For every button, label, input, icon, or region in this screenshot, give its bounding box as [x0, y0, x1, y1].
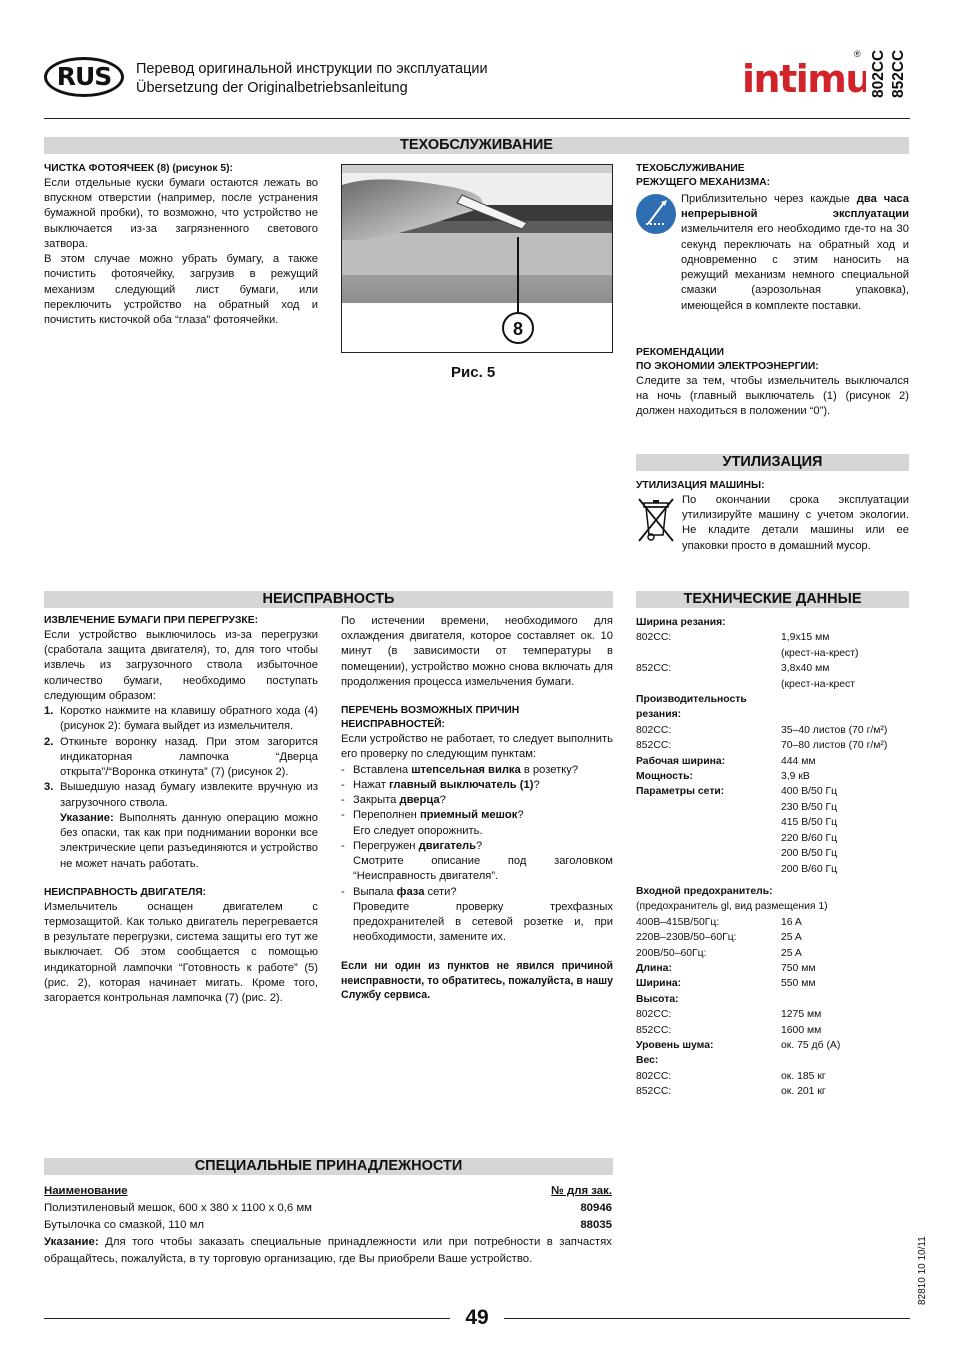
jam-steps: [44, 704, 318, 872]
spec-value: 1275 мм: [781, 1009, 822, 1021]
header-line-de: Übersetzung der Originalbetriebsanleitung: [136, 80, 408, 96]
accessory-order-number: 88035: [580, 1219, 612, 1231]
header-rule: [44, 118, 910, 119]
brand-wordmark: intimu: [742, 57, 866, 100]
accessory-row: [44, 1217, 612, 1234]
spec-value: 70–80 листов (70 г/м²): [781, 740, 888, 752]
spec-value: 400 В/50 Гц: [781, 786, 838, 798]
spec-value: 200 В/50 Гц: [781, 848, 838, 860]
energy-heading-1: РЕКОМЕНДАЦИИ: [636, 347, 725, 358]
cause-item: - Закрыта дверца?: [341, 794, 446, 807]
spec-value: 200 В/60 Гц: [781, 863, 838, 875]
spec-value: 750 мм: [781, 962, 816, 974]
spec-value: 3,9 кВ: [781, 771, 810, 783]
section-title-disposal: УТИЛИЗАЦИЯ: [636, 454, 909, 471]
spec-value: 230 В/50 Гц: [781, 801, 838, 813]
accessory-name: Бутылочка со смазкой, 110 мл: [44, 1219, 205, 1231]
spec-label: Рабочая ширина:: [636, 755, 726, 767]
spec-label: Ширина резания:: [636, 617, 726, 628]
spec-label: [636, 846, 781, 861]
spec-row: [636, 915, 909, 930]
cutting-maintenance-block: [636, 162, 909, 314]
accessory-name: Полиэтиленовый мешок, 600 x 380 x 1100 x 0,6 мм: [44, 1202, 312, 1214]
spec-value: 35–40 листов (70 г/м²): [781, 724, 888, 736]
disposal-block: [636, 479, 909, 554]
footer-rule-left: [44, 1318, 450, 1319]
tech-specs: [636, 615, 909, 1100]
spec-label: Высота:: [636, 993, 679, 1005]
spec-label: Параметры сети:: [636, 786, 725, 798]
spec-row: [636, 769, 909, 784]
accessories-table: [44, 1183, 612, 1268]
photocell-paragraph-1: Если отдельные куски бумаги остаются лежать во впускном отверстии (например, после устранения бумажной пробки), то возможно, что устройство не выключается из-за загрязненного светового затвора.: [44, 177, 318, 250]
spec-label: Длина:: [636, 962, 672, 974]
fuse-subheading: (предохранитель gl, вид размещения 1): [636, 901, 828, 913]
spec-label: 852CC:: [636, 1024, 672, 1036]
footer-rule-right: [504, 1318, 910, 1319]
spec-row: [636, 846, 909, 861]
spec-row: [636, 692, 909, 723]
spec-value: 3,8x40 мм: [781, 663, 830, 675]
spec-row: [636, 661, 909, 676]
photocell-cleaning-block: [44, 162, 318, 328]
spec-row: [636, 1084, 909, 1099]
energy-saving-block: [636, 346, 909, 420]
brand-logo: [742, 50, 866, 100]
spec-row: [636, 992, 909, 1007]
spec-row: [636, 815, 909, 830]
spec-label: [636, 800, 781, 815]
service-note: Если ни один из пунктов не явился причиной неисправности, то обратитесь, пожалуйста, в нашу Службу сервиса.: [341, 960, 613, 1002]
spec-row: [636, 800, 909, 815]
spec-value: 1,9x15 мм: [781, 632, 830, 644]
spec-row: [636, 1007, 909, 1022]
spec-row: [636, 1023, 909, 1038]
spec-row: [636, 630, 909, 645]
spec-row: [636, 784, 909, 799]
language-badge: RUS: [44, 57, 124, 97]
cooling-text: По истечении времени, необходимого для охлаждения двигателя, которое составляет ок. 10 минут (в зависимости от температуры в помещении), устройство можно снова включать для продолжения процесса измельчения бумаги.: [341, 615, 613, 688]
jam-note-text: Выполнять данную операцию можно без опаски, так как при поднимании воронки все электрические цепи разъединяются и устройство не может начать работать.: [60, 811, 318, 870]
fuse-heading: Входной предохранитель:: [636, 885, 773, 897]
disposal-text: По окончании срока эксплуатации утилизируйте машину с учетом экологии. Не кладите детали машины или ее упаковки просто в домашний мусор.: [682, 494, 909, 552]
accessories-header-row: [44, 1183, 612, 1200]
spec-row: [636, 930, 909, 945]
header-line-ru: Перевод оригинальной инструкции по эксплуатации: [136, 61, 488, 77]
document-code: 82810 10 10/11: [917, 1236, 928, 1305]
spec-row: [636, 738, 909, 753]
jam-step: 1. Коротко нажмите на клавишу обратного хода (4) (рисунок 2): бумага выйдет из измельчителя.: [44, 705, 318, 733]
causes-list: [341, 763, 613, 946]
spec-row: [636, 646, 909, 661]
accessory-row: [44, 1200, 612, 1217]
motor-heading: НЕИСПРАВНОСТЬ ДВИГАТЕЛЯ:: [44, 886, 207, 898]
faults-right-column: [341, 614, 613, 1003]
spec-label: 852CC:: [636, 663, 672, 675]
causes-intro: Если устройство не работает, то следует выполнить его проверку по следующим пунктам:: [341, 733, 613, 761]
cause-item: - Вставлена штепсельная вилка в розетку?: [341, 763, 579, 776]
spec-value: 16 A: [781, 916, 802, 928]
spec-value: 25 A: [781, 932, 802, 944]
spec-label: [636, 677, 781, 692]
spec-value: ок. 185 кг: [781, 1070, 826, 1082]
spec-label: Уровень шума:: [636, 1039, 714, 1051]
spec-label: 220В–230В/50–60Гц:: [636, 932, 737, 944]
spec-label: Ширина:: [636, 978, 682, 990]
spec-label: [636, 815, 781, 830]
spec-row: [636, 723, 909, 738]
spec-value: (крест-на-крест: [781, 678, 856, 690]
spec-value: 415 В/50 Гц: [781, 817, 838, 829]
spec-row: [636, 976, 909, 991]
cause-item: - Нажат главный выключатель (1)?: [341, 778, 540, 791]
spec-row: [636, 1053, 909, 1068]
spec-row: [636, 754, 909, 769]
jam-note-label: Указание:: [60, 811, 114, 824]
cause-item: - Переполнен приемный мешок? Его следует опорожнить.: [341, 809, 524, 837]
model-802cc: 802CC: [870, 49, 887, 98]
jam-intro: Если устройство выключилось из-за перегрузки (сработала защита двигателя), то, для того чтобы извлечь из загрузочного ствола избыточное количество бумаги, необходимо поступать следующим образом:: [44, 629, 318, 702]
spec-value: 1600 мм: [781, 1024, 822, 1036]
spec-label: [636, 862, 781, 877]
oil-spray-icon: [636, 194, 676, 234]
spec-label: Производительность резания:: [636, 694, 747, 721]
spec-label: 200В/50–60Гц:: [636, 947, 707, 959]
faults-left-column: [44, 614, 318, 1006]
photocell-heading: ЧИСТКА ФОТОЯЧЕЕК (8) (рисунок 5):: [44, 163, 233, 174]
causes-heading-2: НЕИСПРАВНОСТЕЙ:: [341, 719, 445, 731]
spec-label: [636, 646, 781, 661]
cutting-heading-1: ТЕХОБСЛУЖИВАНИЕ: [636, 163, 745, 174]
spec-label: [636, 831, 781, 846]
spec-row: [636, 1038, 909, 1053]
cause-item: - Перегружен двигатель? Смотрите описание под заголовком “Неисправность двигателя”.: [341, 839, 613, 883]
spec-value: (крест-на-крест): [781, 647, 859, 659]
section-title-tech: ТЕХНИЧЕСКИЕ ДАННЫЕ: [636, 591, 909, 608]
spec-label: 852CC:: [636, 1086, 672, 1098]
spec-label: Мощность:: [636, 771, 693, 783]
spec-row: [636, 615, 909, 630]
spec-label: 400В–415В/50Гц:: [636, 916, 720, 928]
cutting-text: Приблизительно через каждые два часа непрерывной эксплуатации измельчителя его необходимо где-то на 30 секунд переключать на обратный ход и одновременно с этим наносить на режущий механизм немного специальной смазки (аэрозольная упаковка), имеющейся в комплекте поставки.: [681, 193, 909, 312]
spec-row: [636, 946, 909, 961]
weee-bin-icon: [636, 495, 676, 543]
spec-row: [636, 677, 909, 692]
figure-callout-label: 8: [512, 319, 524, 339]
spec-label: 802CC:: [636, 1070, 672, 1082]
model-852cc: 852CC: [890, 49, 907, 98]
cutting-heading-2: РЕЖУЩЕГО МЕХАНИЗМА:: [636, 177, 771, 188]
disposal-heading: УТИЛИЗАЦИЯ МАШИНЫ:: [636, 480, 765, 491]
energy-heading-2: ПО ЭКОНОМИИ ЭЛЕКТРОЭНЕРГИИ:: [636, 361, 819, 372]
spec-value: ок. 201 кг: [781, 1086, 826, 1098]
jam-heading: ИЗВЛЕЧЕНИЕ БУМАГИ ПРИ ПЕРЕГРУЗКЕ:: [44, 615, 258, 626]
accessory-order-number: 80946: [580, 1202, 612, 1214]
jam-step: 3. Вышедшую назад бумагу извлеките вручную из загрузочного ствола. Указание: Выполнять данную операцию можно без опаски, так как при поднимании воронки все электрические цепи разъединяются и устройство не может начать работать.: [44, 781, 318, 870]
spec-label: Вес:: [636, 1055, 659, 1067]
spec-row: [636, 961, 909, 976]
spec-label: 802CC:: [636, 724, 672, 736]
section-title-accessories: СПЕЦИАЛЬНЫЕ ПРИНАДЛЕЖНОСТИ: [44, 1158, 613, 1175]
causes-heading-1: ПЕРЕЧЕНЬ ВОЗМОЖНЫХ ПРИЧИН: [341, 705, 520, 717]
page-number: 49: [465, 1306, 489, 1329]
spec-value: ок. 75 дб (А): [781, 1039, 841, 1051]
spec-value: 25 A: [781, 947, 802, 959]
section-title-faults: НЕИСПРАВНОСТЬ: [44, 591, 613, 608]
header-titles: [136, 60, 488, 98]
spec-label: 802CC:: [636, 1009, 672, 1021]
col-header-order: № для зак.: [551, 1185, 612, 1197]
section-title-maintenance: ТЕХОБСЛУЖИВАНИЕ: [44, 137, 909, 154]
figure-5-photo: [342, 165, 612, 352]
registered-mark: ®: [854, 49, 861, 59]
jam-step: 2. Откиньте воронку назад. При этом загорится индикаторная лампочка “Дверца открыта”/“Воронка откинута” (7) (рисунок 2).: [44, 735, 318, 779]
spec-row: [636, 1069, 909, 1084]
spec-row: [636, 862, 909, 877]
motor-text: Измельчитель оснащен двигателем с термозащитой. Как только двигатель перегревается в результате перегрузки, система защиты его тут же выключает. Об этом сообщается с помощью индикаторной лампочки “Готовность к работе” (5) (рис. 2), которая начинает мигать. Кроме того, загорается контрольная лампочка (7) (рис. 2).: [44, 900, 318, 1005]
figure-caption: Рис. 5: [451, 364, 496, 381]
spec-label: 852CC:: [636, 740, 672, 752]
spec-value: 550 мм: [781, 978, 816, 990]
cause-item: - Выпала фаза сети? Проведите проверку трехфазных предохранителей в сетевой розетке и, при необходимости, замените их.: [341, 885, 613, 944]
spec-value: 444 мм: [781, 755, 816, 767]
accessories-note: Указание: Для того чтобы заказать специальные принадлежности или при потребности в запчастях обращайтесь, пожалуйста, в ту торговую организацию, где Вы приобрели Ваше устройство.: [44, 1236, 612, 1265]
energy-text: Следите за тем, чтобы измельчитель выключался на ночь (главный выключатель (1) (рисунок 2) должен находиться в положении “0”).: [636, 375, 909, 418]
figure-5: [341, 164, 613, 353]
col-header-name: Наименование: [44, 1185, 128, 1197]
spec-label: 802CC:: [636, 632, 672, 644]
photocell-paragraph-2: В этом случае можно убрать бумагу, а также почистить фотоячейку, загрузив в режущий механизм следующий лист бумаги, или переключить устройство на обратный ход и почистить кисточкой оба “глаза” фотоячейки.: [44, 253, 318, 327]
spec-value: 220 В/60 Гц: [781, 832, 838, 844]
spec-row: [636, 831, 909, 846]
